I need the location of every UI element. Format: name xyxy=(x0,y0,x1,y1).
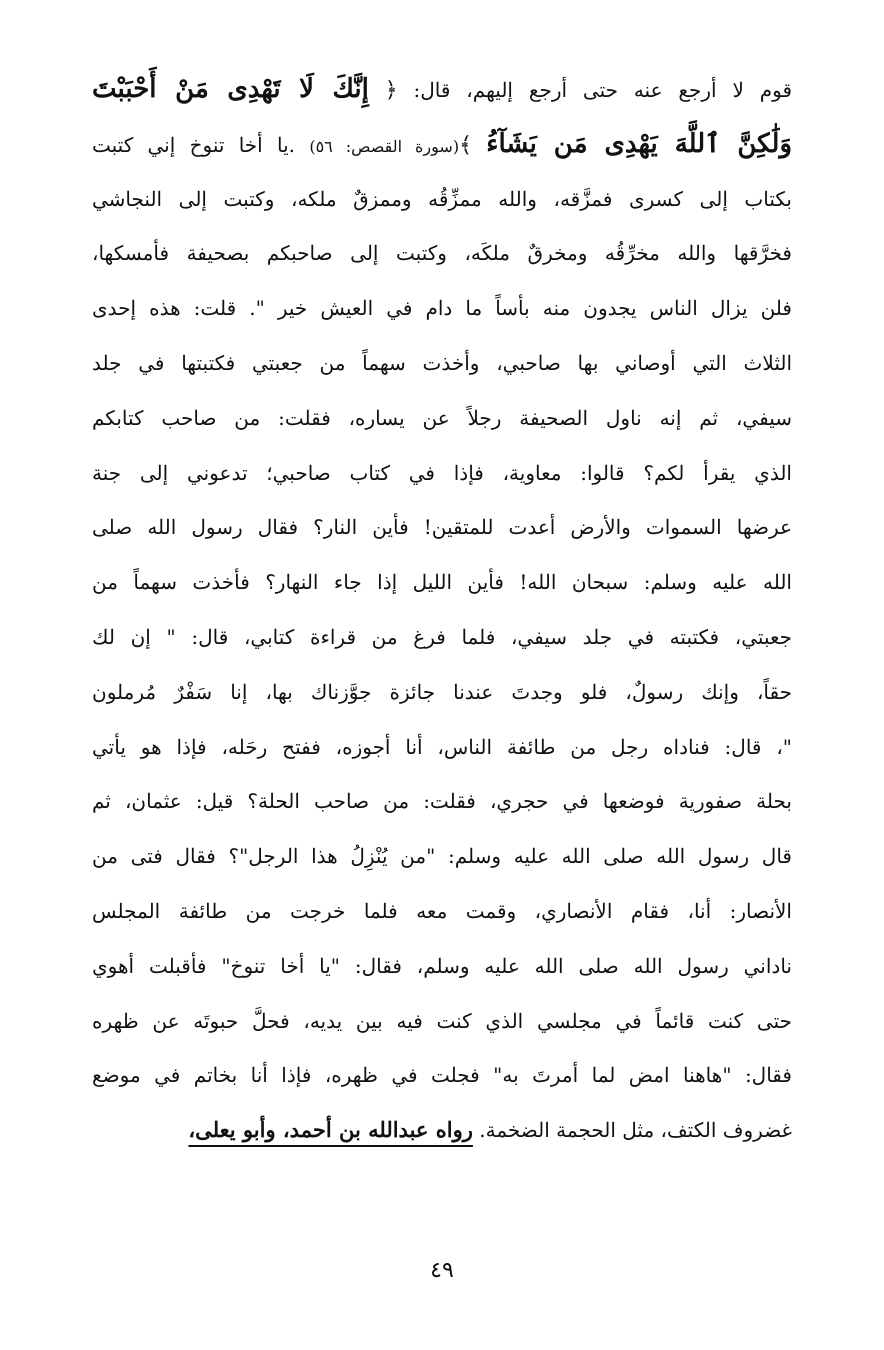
hadith-citation: رواه عبدالله بن أحمد، وأبو يعلى، xyxy=(188,1117,473,1143)
text-line: بكتاب إلى كسرى فمزَّقه، والله ممزِّقُه وممزقٌ ملكه، وكتبت إلى النجاشي xyxy=(92,186,792,211)
text-line-last xyxy=(92,1103,792,1158)
text-line: حتى كنت قائماً في مجلسي الذي كنت فيه بين يديه، فحلَّ حبوتَه عن ظهره xyxy=(92,1008,792,1033)
text-line: جعبتي، فكتبته في جلد سيفي، فلما فرغ من قراءة كتابي، قال: " إن لك xyxy=(92,624,792,649)
line-text: غضروف الكتف، مثل الحجمة الضخمة. xyxy=(479,1118,792,1143)
text-line: حقاً، وإنك رسولٌ، فلو وجدتَ عندنا جائزة جوَّزناك بها، إنا سَفْرٌ مُرملون xyxy=(92,679,792,704)
body-text xyxy=(92,62,792,1158)
text-line: "، قال: فناداه رجل من طائفة الناس، أنا أجوزه، ففتح رحَله، فإذا هو يأتي xyxy=(92,734,792,759)
text-line: فقال: "هاهنا امض لما أمرتَ به" فجلت في ظهره، فإذا أنا بخاتم في موضع xyxy=(92,1063,792,1088)
text-line: الله عليه وسلم: سبحان الله! فأين الليل إذا جاء النهار؟ فأخذت سهماً من xyxy=(92,570,792,595)
text-line: قال رسول الله صلى الله عليه وسلم: "من يُنْزِلُ هذا الرجل"؟ فقال فتى من xyxy=(92,844,792,869)
text-line-2 xyxy=(92,117,792,172)
quran-bracket-close: ﴾ xyxy=(459,132,472,158)
text-line: الذي يقرأ لكم؟ قالوا: معاوية، فإذا في كتاب صاحبي؛ تدعوني إلى جنة xyxy=(92,460,792,485)
text-line: بحلة صفورية فوضعها في حجري، فقلت: من صاحب الحلة؟ قيل: عثمان، ثم xyxy=(92,789,792,814)
quran-verse-part-2: وَلَٰكِنَّ ٱللَّهَ يَهْدِى مَن يَشَآءُ xyxy=(486,128,792,159)
text-line: سيفي، ثم إنه ناول الصحيفة رجلاً عن يساره، فقلت: من صاحب كتابكم xyxy=(92,405,792,430)
text-line: فلن يزال الناس يجدون منه بأساً ما دام في العيش خير ". قلت: هذه إحدى xyxy=(92,296,792,321)
page-number: ٤٩ xyxy=(430,1258,454,1283)
text-line: عرضها السموات والأرض أعدت للمتقين! فأين النار؟ فقال رسول الله صلى xyxy=(92,515,792,540)
text-line: فخرَّقها والله مخرِّقُه ومخرقٌ ملكَه، وكتبت إلى صاحبكم بصحيفة فأمسكها، xyxy=(92,241,792,266)
line-text: .يا أخا تنوخ إني كتبت xyxy=(92,132,296,157)
surah-reference: (سورة القصص: ٥٦) xyxy=(309,136,460,156)
text-line: الثلاث التي أوصاني بها صاحبي، وأخذت سهماً من جعبتي فكتبتها في جلد xyxy=(92,350,792,375)
text-line: ناداني رسول الله صلى الله عليه وسلم، فقال: "يا أخا تنوخ" فأقبلت أهوي xyxy=(92,953,792,978)
text-line-1 xyxy=(92,62,792,117)
text-line: الأنصار: أنا، فقام الأنصاري، وقمت معه فلما خرجت من طائفة المجلس xyxy=(92,898,792,923)
quran-bracket-open: ﴿ xyxy=(384,78,398,103)
quran-verse-part-1: إِنَّكَ لَا تَهْدِى مَنْ أَحْبَبْتَ xyxy=(92,74,369,104)
line-text: قوم لا أرجع عنه حتى أرجع إليهم، قال: xyxy=(413,78,792,102)
